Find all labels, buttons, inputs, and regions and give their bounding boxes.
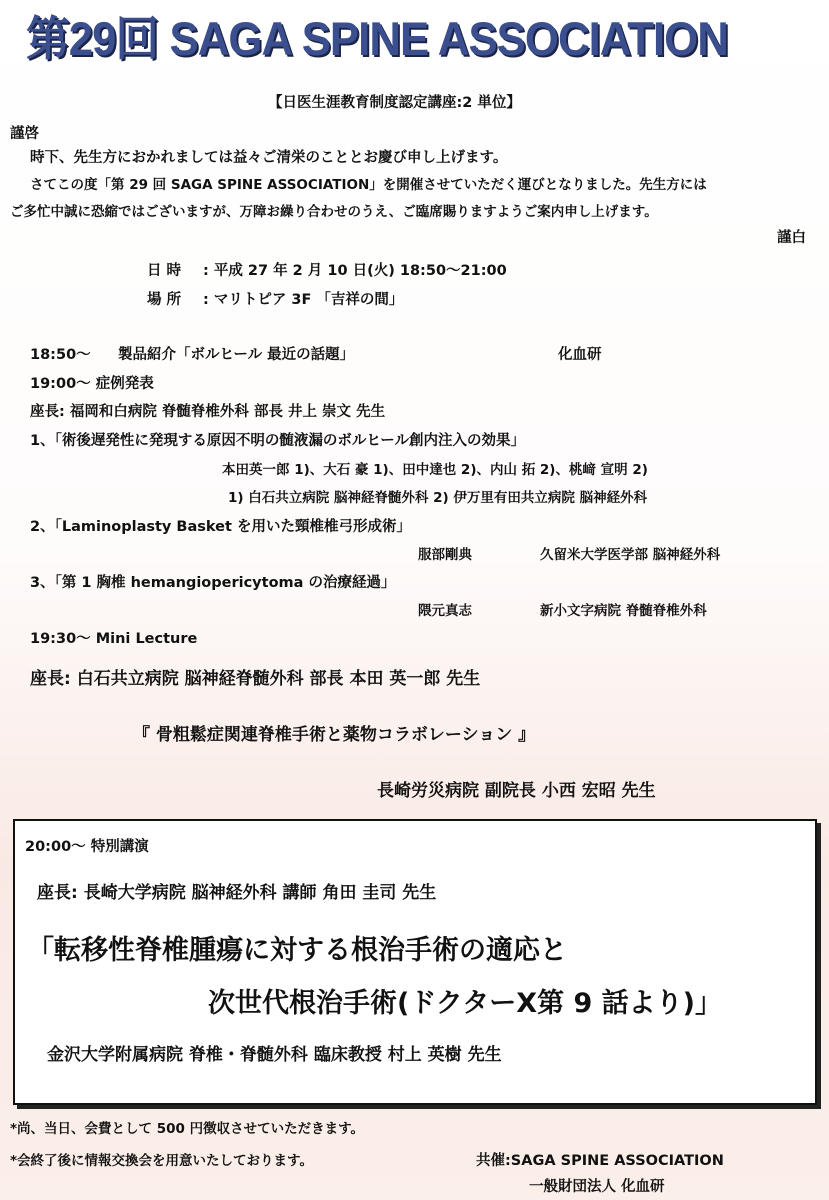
program-2-line: 19:00～ 症例発表 — [30, 376, 154, 392]
letter-line-3: ご多忙中誠に恐縮ではございますが、万障お繰り合わせのうえ、ご臨席賜りますようご案内申し上げます。 — [10, 204, 658, 220]
sponsor-1: 共催:SAGA SPINE ASSOCIATION — [476, 1153, 724, 1169]
lecture-line: 19:30～ Mini Lecture — [30, 631, 198, 647]
case-1-title: 1、「術後遅発性に発現する原因不明の髄液漏のボルヒール創内注入の効果」 — [30, 433, 525, 449]
lecture-title: 『 骨粗鬆症関連脊椎手術と薬物コラボレーション 』 — [133, 725, 536, 745]
special-title-line-1: 「転移性脊椎腫瘍に対する根治手術の適応と — [27, 935, 567, 966]
special-time: 20:00～ 特別講演 — [25, 839, 149, 855]
chair-1: 座長: 福岡和白病院 脊髄脊椎外科 部長 井上 崇文 先生 — [30, 404, 386, 420]
lecturer: 長崎労災病院 副院長 小西 宏昭 先生 — [377, 781, 656, 801]
footer-note-2: *会終了後に情報交換会を用意いたしております。 — [10, 1153, 313, 1169]
place-label: 場 所 — [147, 292, 182, 308]
sponsor-2: 一般財団法人 化血研 — [529, 1179, 665, 1195]
case-3-author: 隈元真志 — [418, 603, 472, 619]
program-1-time: 18:50～ — [30, 347, 91, 363]
chair-2: 座長: 白石共立病院 脳神経脊髄外科 部長 本田 英一郎 先生 — [30, 669, 481, 689]
letter-line-1: 時下、先生方におかれましては益々ご清栄のこととお慶び申し上げます。 — [30, 150, 508, 166]
special-speaker: 金沢大学附属病院 脊椎・脊髄外科 臨床教授 村上 英樹 先生 — [47, 1045, 502, 1065]
case-3-affiliation: 新小文字病院 脊髄脊椎外科 — [540, 603, 707, 619]
letter-opening: 謹啓 — [10, 126, 39, 142]
page-title: 第29回 SAGA SPINE ASSOCIATION — [26, 12, 728, 65]
case-3-title: 3、「第 1 胸椎 hemangiopericytoma の治療経過」 — [30, 575, 396, 591]
case-2-affiliation: 久留米大学医学部 脳神経外科 — [540, 547, 721, 563]
date-label: 日 時 — [147, 263, 182, 279]
place-value: : マリトピア 3F 「吉祥の間」 — [203, 292, 404, 308]
letter-closing: 謹白 — [777, 230, 806, 246]
special-chair: 座長: 長崎大学病院 脳神経外科 講師 角田 圭司 先生 — [37, 883, 437, 903]
special-lecture-box — [13, 819, 817, 1105]
case-1-authors: 本田英一郎 1)、大石 豪 1)、田中達也 2)、内山 拓 2)、桃﨑 宣明 2) — [222, 462, 648, 478]
date-value: : 平成 27 年 2 月 10 日(火) 18:50～21:00 — [203, 263, 507, 279]
case-1-affiliation: 1) 白石共立病院 脳神経脊髄外科 2) 伊万里有田共立病院 脳神経外科 — [228, 490, 648, 506]
footer-note-1: *尚、当日、会費として 500 円徴収させていただきます。 — [10, 1121, 365, 1137]
program-1-title: 製品紹介「ボルヒール 最近の話題」 — [118, 347, 355, 363]
special-title-line-2: 次世代根治手術(ドクターX第 9 話より)」 — [208, 988, 723, 1019]
case-2-title: 2、「Laminoplasty Basket を用いた頸椎椎弓形成術」 — [30, 519, 411, 535]
letter-line-2: さてこの度「第 29 回 SAGA SPINE ASSOCIATION」を開催させていただく運びとなりました。先生方には — [30, 177, 707, 193]
credit-badge: 【日医生涯教育制度認定講座:2 単位】 — [268, 95, 521, 111]
program-1-org: 化血研 — [558, 347, 602, 363]
case-2-author: 服部剛典 — [418, 547, 472, 563]
